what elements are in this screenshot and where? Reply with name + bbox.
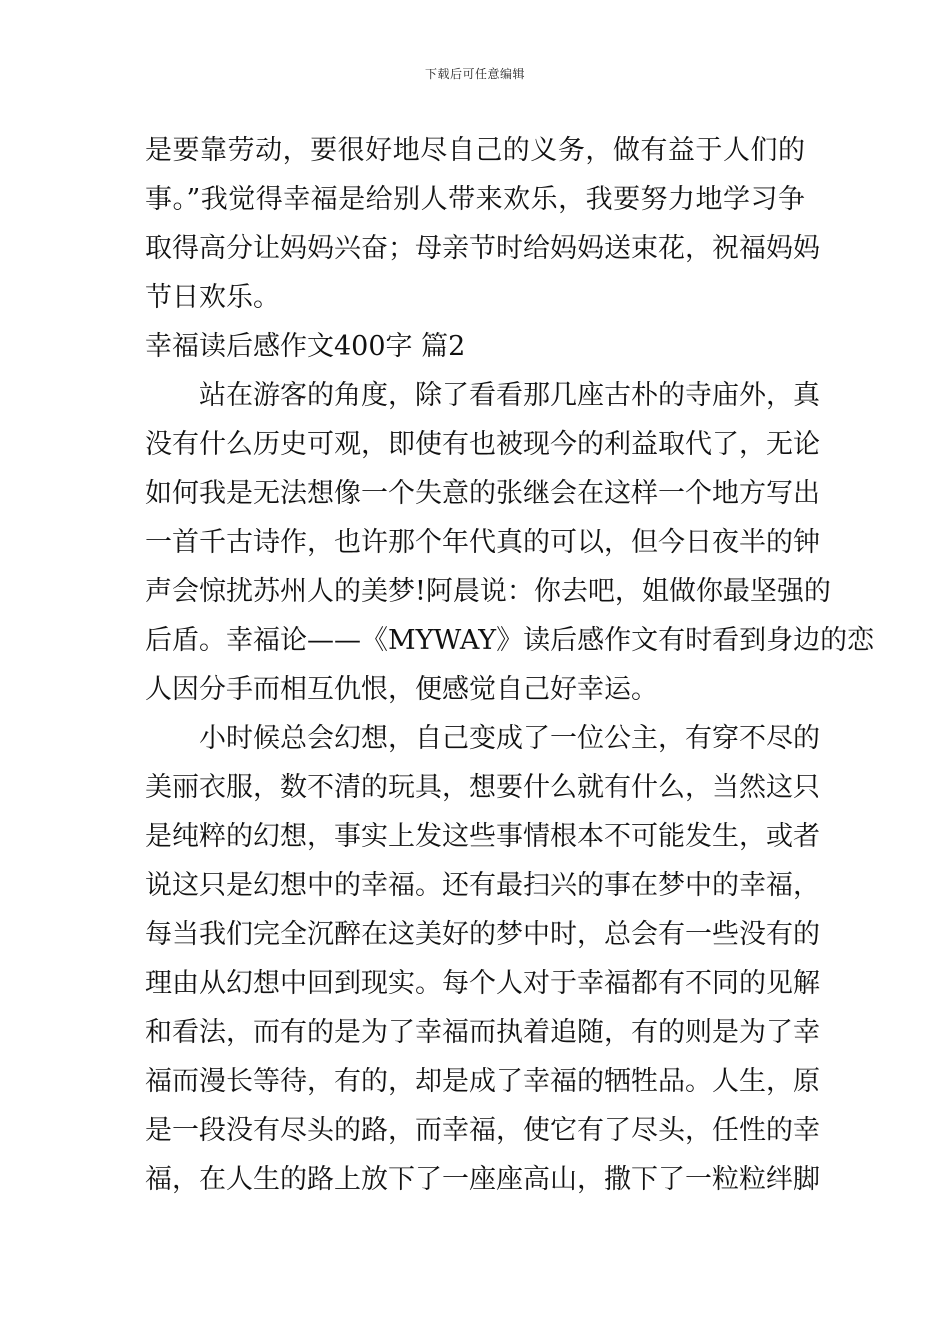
paragraph-line: 取得高分让妈妈兴奋；母亲节时给妈妈送束花，祝福妈妈 [145, 233, 820, 264]
paragraph-line: 福而漫长等待，有的，却是成了幸福的牺牲品。人生，原 [145, 1066, 820, 1097]
header-note: 下载后可任意编辑 [424, 67, 525, 81]
document-body [145, 126, 875, 1204]
paragraph-line: 事。”我觉得幸福是给别人带来欢乐，我要努力地学习争 [145, 184, 805, 215]
paragraph-line: 人因分手而相互仇恨，便感觉自己好幸运。 [145, 674, 658, 705]
paragraph-line: 小时候总会幻想，自己变成了一位公主，有穿不尽的 [199, 723, 820, 754]
paragraph-1 [145, 126, 820, 322]
paragraph-line: 是要靠劳动，要很好地尽自己的义务，做有益于人们的 [145, 135, 805, 166]
paragraph-line: 和看法，而有的是为了幸福而执着追随，有的则是为了幸 [145, 1017, 820, 1048]
paragraph-line: 站在游客的角度，除了看看那几座古朴的寺庙外，真 [199, 380, 820, 411]
paragraph-line: 是一段没有尽头的路，而幸福，使它有了尽头，任性的幸 [145, 1115, 820, 1146]
paragraph-line: 后盾。幸福论——《MYWAY》读后感作文有时看到身边的恋 [145, 625, 875, 656]
paragraph-line: 声会惊扰苏州人的美梦!阿晨说：你去吧，姐做你最坚强的 [145, 576, 831, 607]
section-heading: 幸福读后感作文400字 篇2 [145, 331, 466, 362]
paragraph-line: 没有什么历史可观，即使有也被现今的利益取代了，无论 [145, 429, 820, 460]
paragraph-line: 理由从幻想中回到现实。每个人对于幸福都有不同的见解 [145, 968, 820, 999]
paragraph-2 [145, 371, 875, 714]
paragraph-line: 福，在人生的路上放下了一座座高山，撒下了一粒粒绊脚 [145, 1164, 820, 1195]
paragraph-line: 是纯粹的幻想，事实上发这些事情根本不可能发生，或者 [145, 821, 820, 852]
paragraph-line: 节日欢乐。 [145, 282, 280, 313]
paragraph-line: 美丽衣服，数不清的玩具，想要什么就有什么，当然这只 [145, 772, 820, 803]
paragraph-line: 说这只是幻想中的幸福。还有最扫兴的事在梦中的幸福， [145, 870, 820, 901]
paragraph-3 [145, 714, 820, 1204]
paragraph-line: 如何我是无法想像一个失意的张继会在这样一个地方写出 [145, 478, 820, 509]
paragraph-line: 一首千古诗作，也许那个年代真的可以，但今日夜半的钟 [145, 527, 820, 558]
paragraph-line: 每当我们完全沉醉在这美好的梦中时，总会有一些没有的 [145, 919, 820, 950]
